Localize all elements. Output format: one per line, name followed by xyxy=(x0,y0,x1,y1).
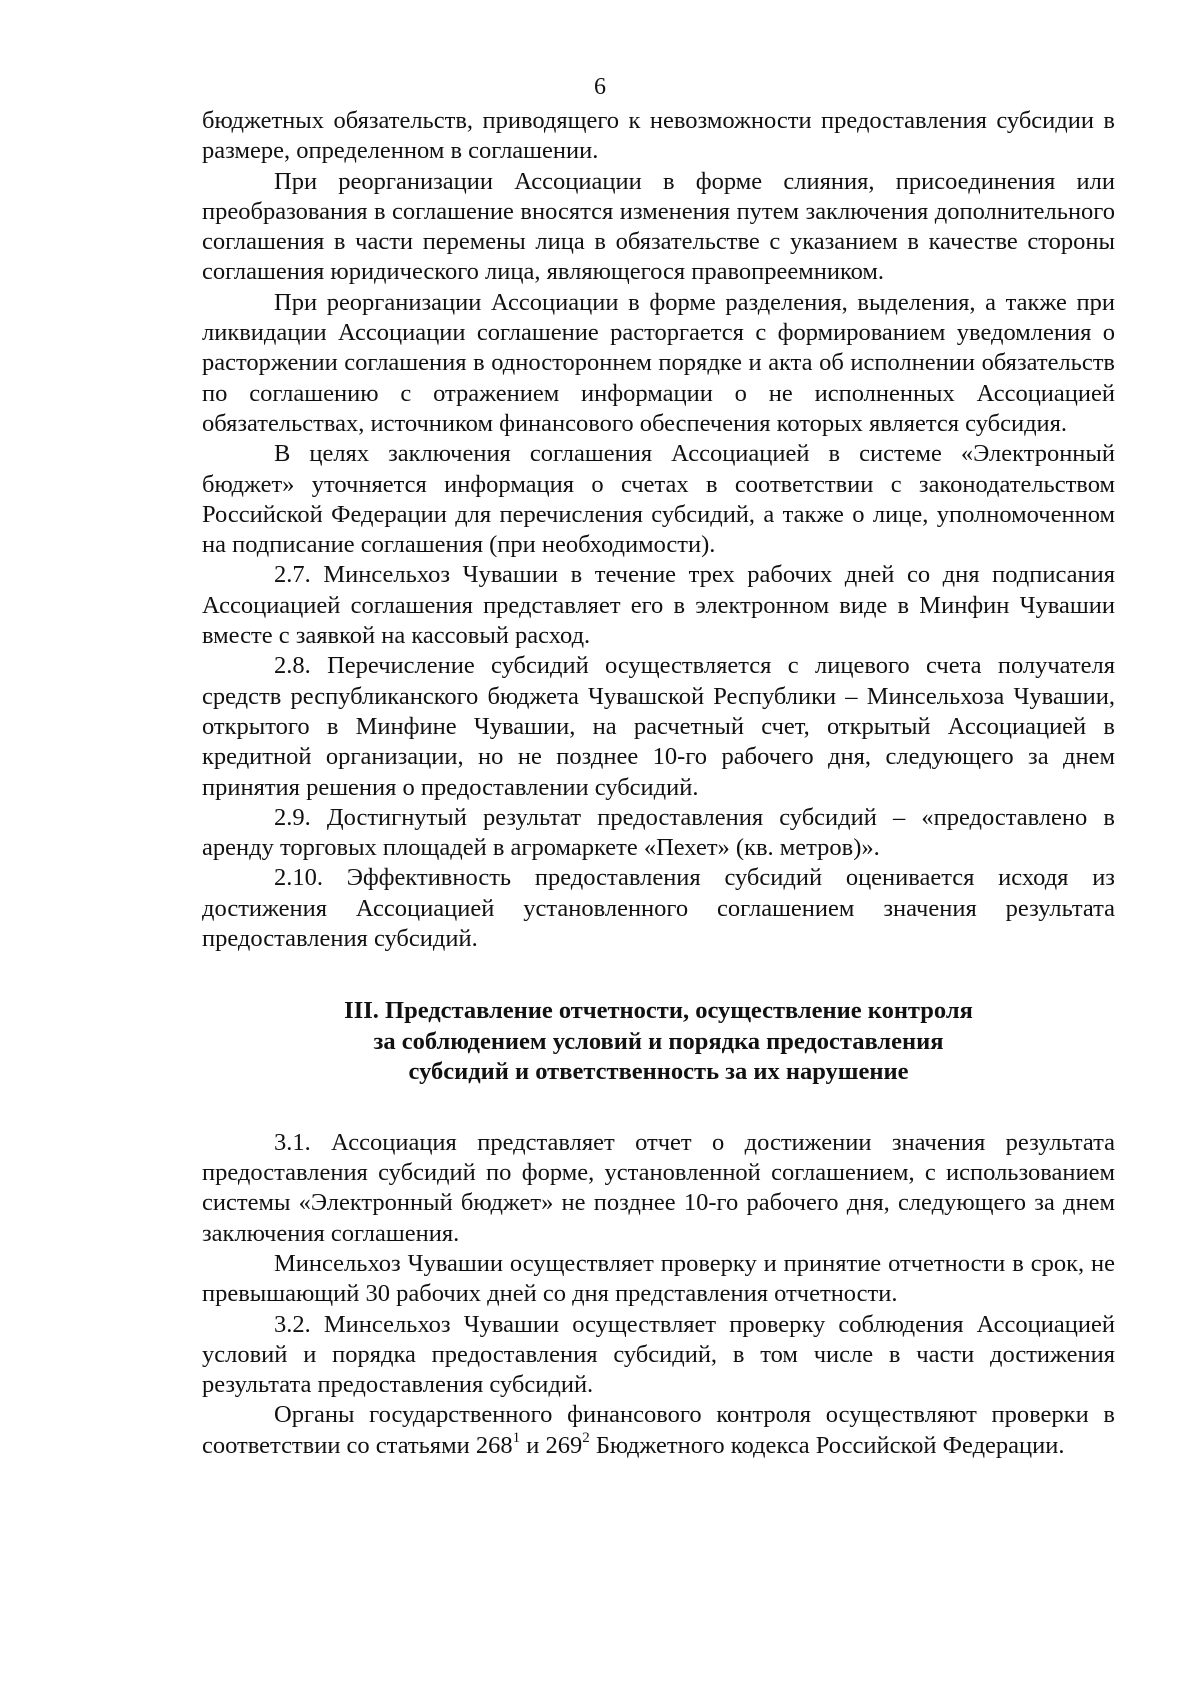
paragraph-2-8: 2.8. Перечисление субсидий осуществляется с лицевого счета получателя средств республиканского бюджета Чувашской Республики – Минсельхоза Чувашии, открытого в Минфине Чувашии, на расчетный счет, открытый Ассоциацией в кредитной организации, но не позднее 10-го рабочего дня, следующего за днем принятия решения о предоставлении субсидий. xyxy=(202,652,1115,801)
superscript-2: 2 xyxy=(582,1429,590,1446)
financial-control-text-2: и 269 xyxy=(520,1431,583,1459)
section-heading-line-2: за соблюдением условий и порядка предоставления xyxy=(373,1027,944,1055)
section-heading-line-1: III. Представление отчетности, осуществление контроля xyxy=(344,997,973,1025)
paragraph-reorganization-merger: При реорганизации Ассоциации в форме слияния, присоединения или преобразования в соглашение вносятся изменения путем заключения дополнительного соглашения в части перемены лица в обязательстве с указанием в качестве стороны соглашения юридического лица, являющегося правопреемником. xyxy=(202,167,1115,286)
page-number: 6 xyxy=(594,74,606,100)
paragraph-electronic-budget: В целях заключения соглашения Ассоциацией в системе «Электронный бюджет» уточняется информация о счетах в соответствии с законодательством Российской Федерации для перечисления субсидий, а также о лице, уполномоченном на подписание соглашения (при необходимости). xyxy=(202,440,1115,559)
paragraph-3-2: 3.2. Минсельхоз Чувашии осуществляет проверку соблюдения Ассоциацией условий и порядка предоставления субсидий, в том числе в части достижения результата предоставления субсидий. xyxy=(202,1310,1115,1399)
financial-control-text-3: Бюджетного кодекса Российской Федерации. xyxy=(589,1431,1065,1459)
superscript-1: 1 xyxy=(512,1429,521,1446)
section-heading-line-3: субсидий и ответственность за их нарушение xyxy=(408,1058,909,1086)
document-body xyxy=(202,106,1115,1461)
paragraph-2-7: 2.7. Минсельхоз Чувашии в течение трех рабочих дней со дня подписания Ассоциацией соглашения представляет его в электронном виде в Минфин Чувашии вместе с заявкой на кассовый расход. xyxy=(202,561,1115,650)
paragraph-reorganization-division: При реорганизации Ассоциации в форме разделения, выделения, а также при ликвидации Ассоциации соглашение расторгается с формированием уведомления о расторжении соглашения в одностороннем порядке и акта об исполнении обязательств по соглашению с отражением информации о не исполненных Ассоциацией обязательствах, источником финансового обеспечения которых является субсидия. xyxy=(202,288,1115,437)
paragraph-report-check: Минсельхоз Чувашии осуществляет проверку и принятие отчетности в срок, не превышающий 30 рабочих дней со дня представления отчетности. xyxy=(202,1250,1115,1308)
paragraph-financial-control xyxy=(202,1400,1115,1461)
section-heading xyxy=(202,996,1115,1088)
financial-control-text-1: Органы государственного финансового контроля осуществляют проверки в соответствии со статьями 268 xyxy=(202,1401,1115,1459)
paragraph-2-10: 2.10. Эффективность предоставления субсидий оценивается исходя из достижения Ассоциацией установленного соглашением значения результата предоставления субсидий. xyxy=(202,864,1115,953)
paragraph-continuation: бюджетных обязательств, приводящего к невозможности предоставления субсидии в размере, определенном в соглашении. xyxy=(202,107,1115,165)
paragraph-2-9: 2.9. Достигнутый результат предоставления субсидий – «предоставлено в аренду торговых площадей в агромаркете «Пехет» (кв. метров)». xyxy=(202,803,1115,862)
paragraph-3-1: 3.1. Ассоциация представляет отчет о достижении значения результата предоставления субсидий по форме, установленной соглашением, с использованием системы «Электронный бюджет» не позднее 10-го рабочего дня, следующего за днем заключения соглашения. xyxy=(202,1128,1115,1247)
